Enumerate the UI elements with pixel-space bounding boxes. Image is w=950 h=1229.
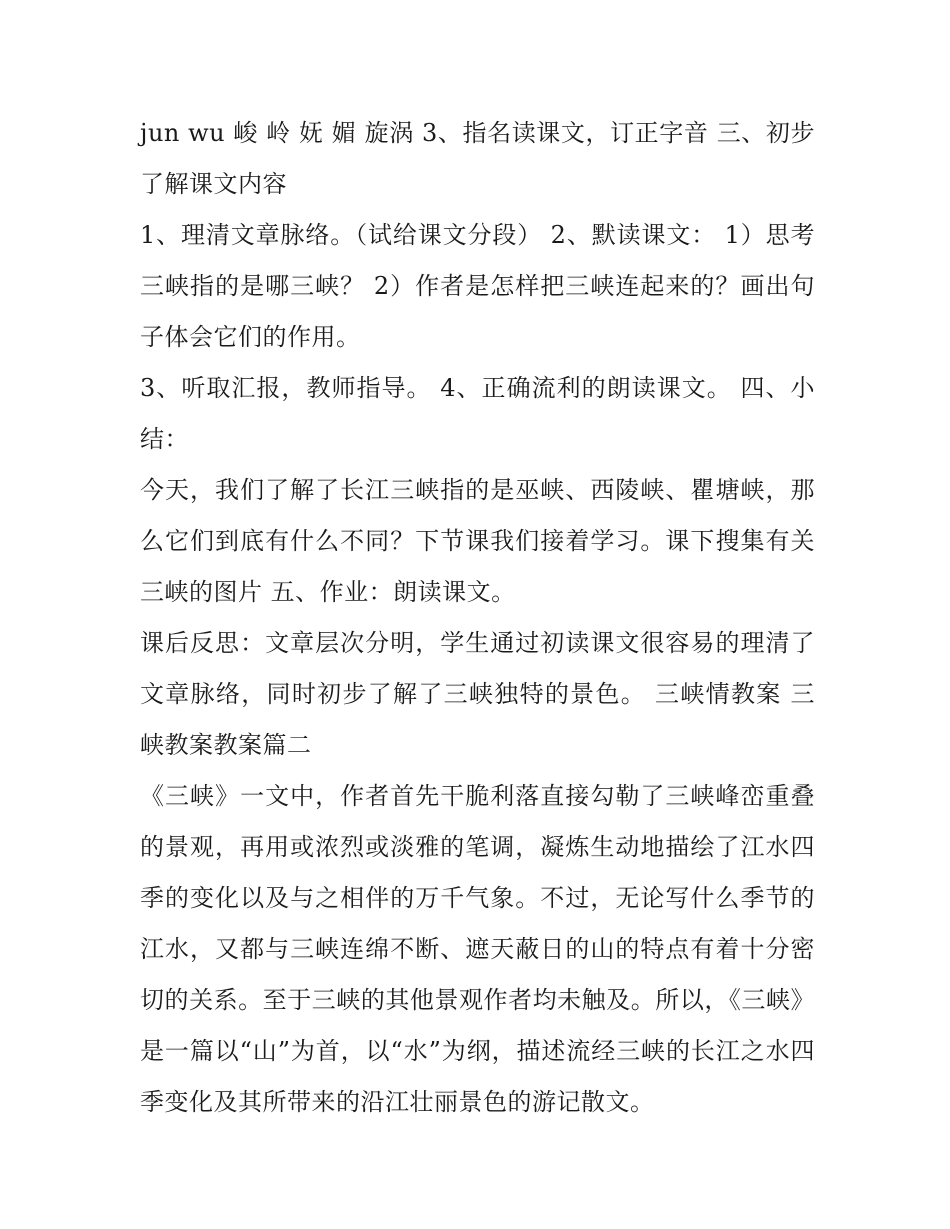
paragraph-structure-and-reading: 1、理清文章脉络。（试给课文分段） 2、默读课文： 1）思考三峡指的是哪三峡？ 2）作者是怎样把三峡连起来的？画出句子体会它们的作用。 xyxy=(140,221,815,351)
document-body xyxy=(140,108,815,1128)
paragraph-analysis: 《三峡》一文中，作者首先干脆利落直接勾勒了三峡峰峦重叠的景观，再用或浓烈或淡雅的笔调，凝炼生动地描绘了江水四季的变化以及与之相伴的万千气象。不过，无论写什么季节的江水，又都与三峡连绵不断、遮天蔽日的山的特点有着十分密切的关系。至于三峡的其他景观作者均未触及。所以，《三峡》是一篇以“山”为首，以“水”为纲，描述流经三峡的长江之水四季变化及其所带来的沿江壮丽景色的游记散文。 xyxy=(140,782,815,1116)
paragraph-vocabulary-and-steps: jun wu 峻 岭 妩 媚 旋涡 3、指名读课文，订正字音 三、初步了解课文内容 xyxy=(140,119,815,198)
paragraph-summary-content: 今天，我们了解了长江三峡指的是巫峡、西陵峡、瞿塘峡，那么它们到底有什么不同？下节课我们接着学习。课下搜集有关三峡的图片 五、作业：朗读课文。 xyxy=(140,476,815,606)
paragraph-reflection: 课后反思：文章层次分明，学生通过初读课文很容易的理清了文章脉络，同时初步了解了三峡独特的景色。 三峡情教案 三峡教案教案篇二 xyxy=(140,629,815,759)
paragraph-report-and-summary: 3、听取汇报，教师指导。 4、正确流利的朗读课文。 四、小结： xyxy=(140,374,815,453)
